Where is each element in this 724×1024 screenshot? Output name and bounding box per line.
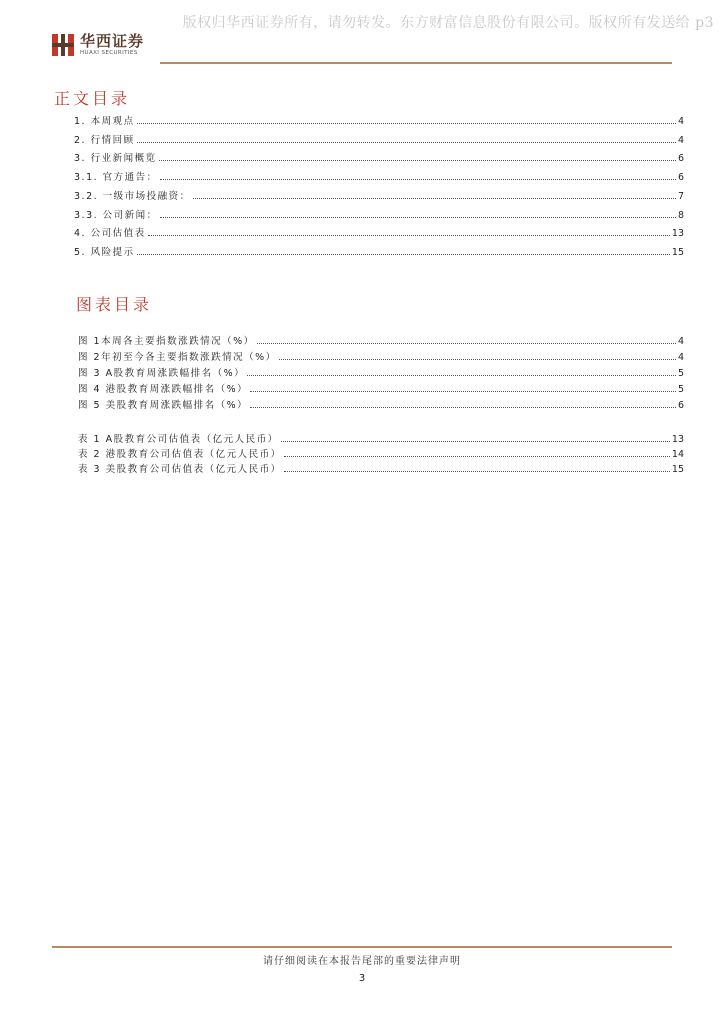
figure-entry-row[interactable] (78, 397, 684, 411)
toc-entry-row[interactable] (74, 188, 684, 202)
table-entry-page: 14 (671, 449, 684, 460)
figure-entry-page: 4 (677, 352, 684, 363)
dot-leader (137, 253, 670, 255)
figure-entry-row[interactable] (78, 333, 684, 347)
dot-leader (279, 358, 676, 360)
toc-entry-label: 2. 行情回顾 (74, 134, 135, 146)
table-entry-label: 表 3 美股教育公司估值表（亿元人民币） (78, 464, 282, 475)
figure-entry-page: 4 (677, 336, 684, 347)
dot-leader (160, 216, 676, 218)
toc-entry-row[interactable] (74, 207, 684, 221)
table-entry-row[interactable] (78, 446, 684, 460)
figure-entry-row[interactable] (78, 349, 684, 363)
watermark-text: 版权归华西证券所有，请勿转发。东方财富信息股份有限公司。版权所有发送给 p3 (182, 15, 714, 31)
toc-entry-page: 15 (671, 246, 684, 258)
logo-name-en: HUAXI SECURITIES (80, 50, 138, 56)
figure-entry-label: 图 3 A股教育周涨跌幅排名（%） (78, 368, 246, 379)
table-entry-row[interactable] (78, 431, 684, 445)
dot-leader (160, 178, 676, 180)
figure-entry-label: 图 5 美股教育周涨跌幅排名（%） (78, 400, 249, 411)
toc-entry-page: 4 (677, 116, 684, 127)
toc-entry-page: 6 (677, 153, 684, 165)
charts-title: 图表目录 (76, 295, 153, 314)
table-entry-page: 13 (671, 434, 684, 445)
dot-leader (159, 159, 676, 161)
dot-leader (284, 455, 670, 457)
header-rule (160, 62, 672, 64)
dot-leader (148, 234, 670, 236)
toc-entry-label: 5. 风险提示 (74, 246, 135, 258)
dot-leader (193, 197, 676, 199)
table-entry-label: 表 1 A股教育公司估值表（亿元人民币） (78, 434, 279, 445)
figure-entry-label: 图 2年初至今各主要指数涨跌情况（%） (78, 352, 277, 363)
dot-leader (137, 122, 676, 124)
toc-entry-row[interactable] (74, 132, 684, 146)
toc-entry-row[interactable] (74, 225, 684, 239)
table-entry-page: 15 (671, 464, 684, 475)
dot-leader (247, 374, 676, 376)
toc-entry-row[interactable] (74, 244, 684, 258)
dot-leader (257, 342, 676, 344)
table-entry-label: 表 2 港股教育公司估值表（亿元人民币） (78, 449, 282, 460)
toc-entry-label: 3.2. 一级市场投融资： (74, 190, 191, 202)
figure-entry-label: 图 1本周各主要指数涨跌情况（%） (78, 336, 255, 347)
toc-entry-page: 6 (677, 172, 684, 184)
brand-logo (52, 32, 144, 58)
toc-title: 正文目录 (54, 89, 131, 108)
dot-leader (284, 470, 670, 472)
toc-entry-label: 3.1. 官方通告： (74, 172, 158, 184)
toc-entry-row[interactable] (74, 113, 684, 127)
dot-leader (137, 141, 676, 143)
figure-entry-label: 图 4 港股教育周涨跌幅排名（%） (78, 384, 249, 395)
figure-entry-row[interactable] (78, 365, 684, 379)
toc-entry-page: 8 (677, 209, 684, 221)
dot-leader (250, 390, 676, 392)
toc-entry-row[interactable] (74, 150, 684, 164)
figure-entry-page: 5 (677, 384, 684, 395)
footer-rule (52, 946, 672, 948)
logo-name-cn: 华西证券 (80, 32, 145, 50)
toc-entry-label: 3. 行业新闻概览 (74, 153, 157, 165)
toc-entry-page: 4 (677, 134, 684, 146)
toc-entry-page: 7 (677, 190, 684, 202)
table-entry-row[interactable] (78, 461, 684, 475)
toc-entry-row[interactable] (74, 169, 684, 183)
figure-entry-page: 5 (677, 368, 684, 379)
huaxi-logo-icon (52, 32, 74, 58)
toc-entry-page: 13 (671, 228, 684, 240)
dot-leader (250, 406, 676, 408)
toc-entry-label: 4. 公司估值表 (74, 228, 146, 240)
dot-leader (281, 440, 670, 442)
footer-disclaimer: 请仔细阅读在本报告尾部的重要法律声明 (263, 956, 461, 967)
figure-entry-page: 6 (677, 400, 684, 411)
toc-entry-label: 3.3. 公司新闻： (74, 209, 158, 221)
figure-entry-row[interactable] (78, 381, 684, 395)
page-number: 3 (358, 973, 366, 984)
toc-entry-label: 1. 本周观点 (74, 116, 135, 127)
